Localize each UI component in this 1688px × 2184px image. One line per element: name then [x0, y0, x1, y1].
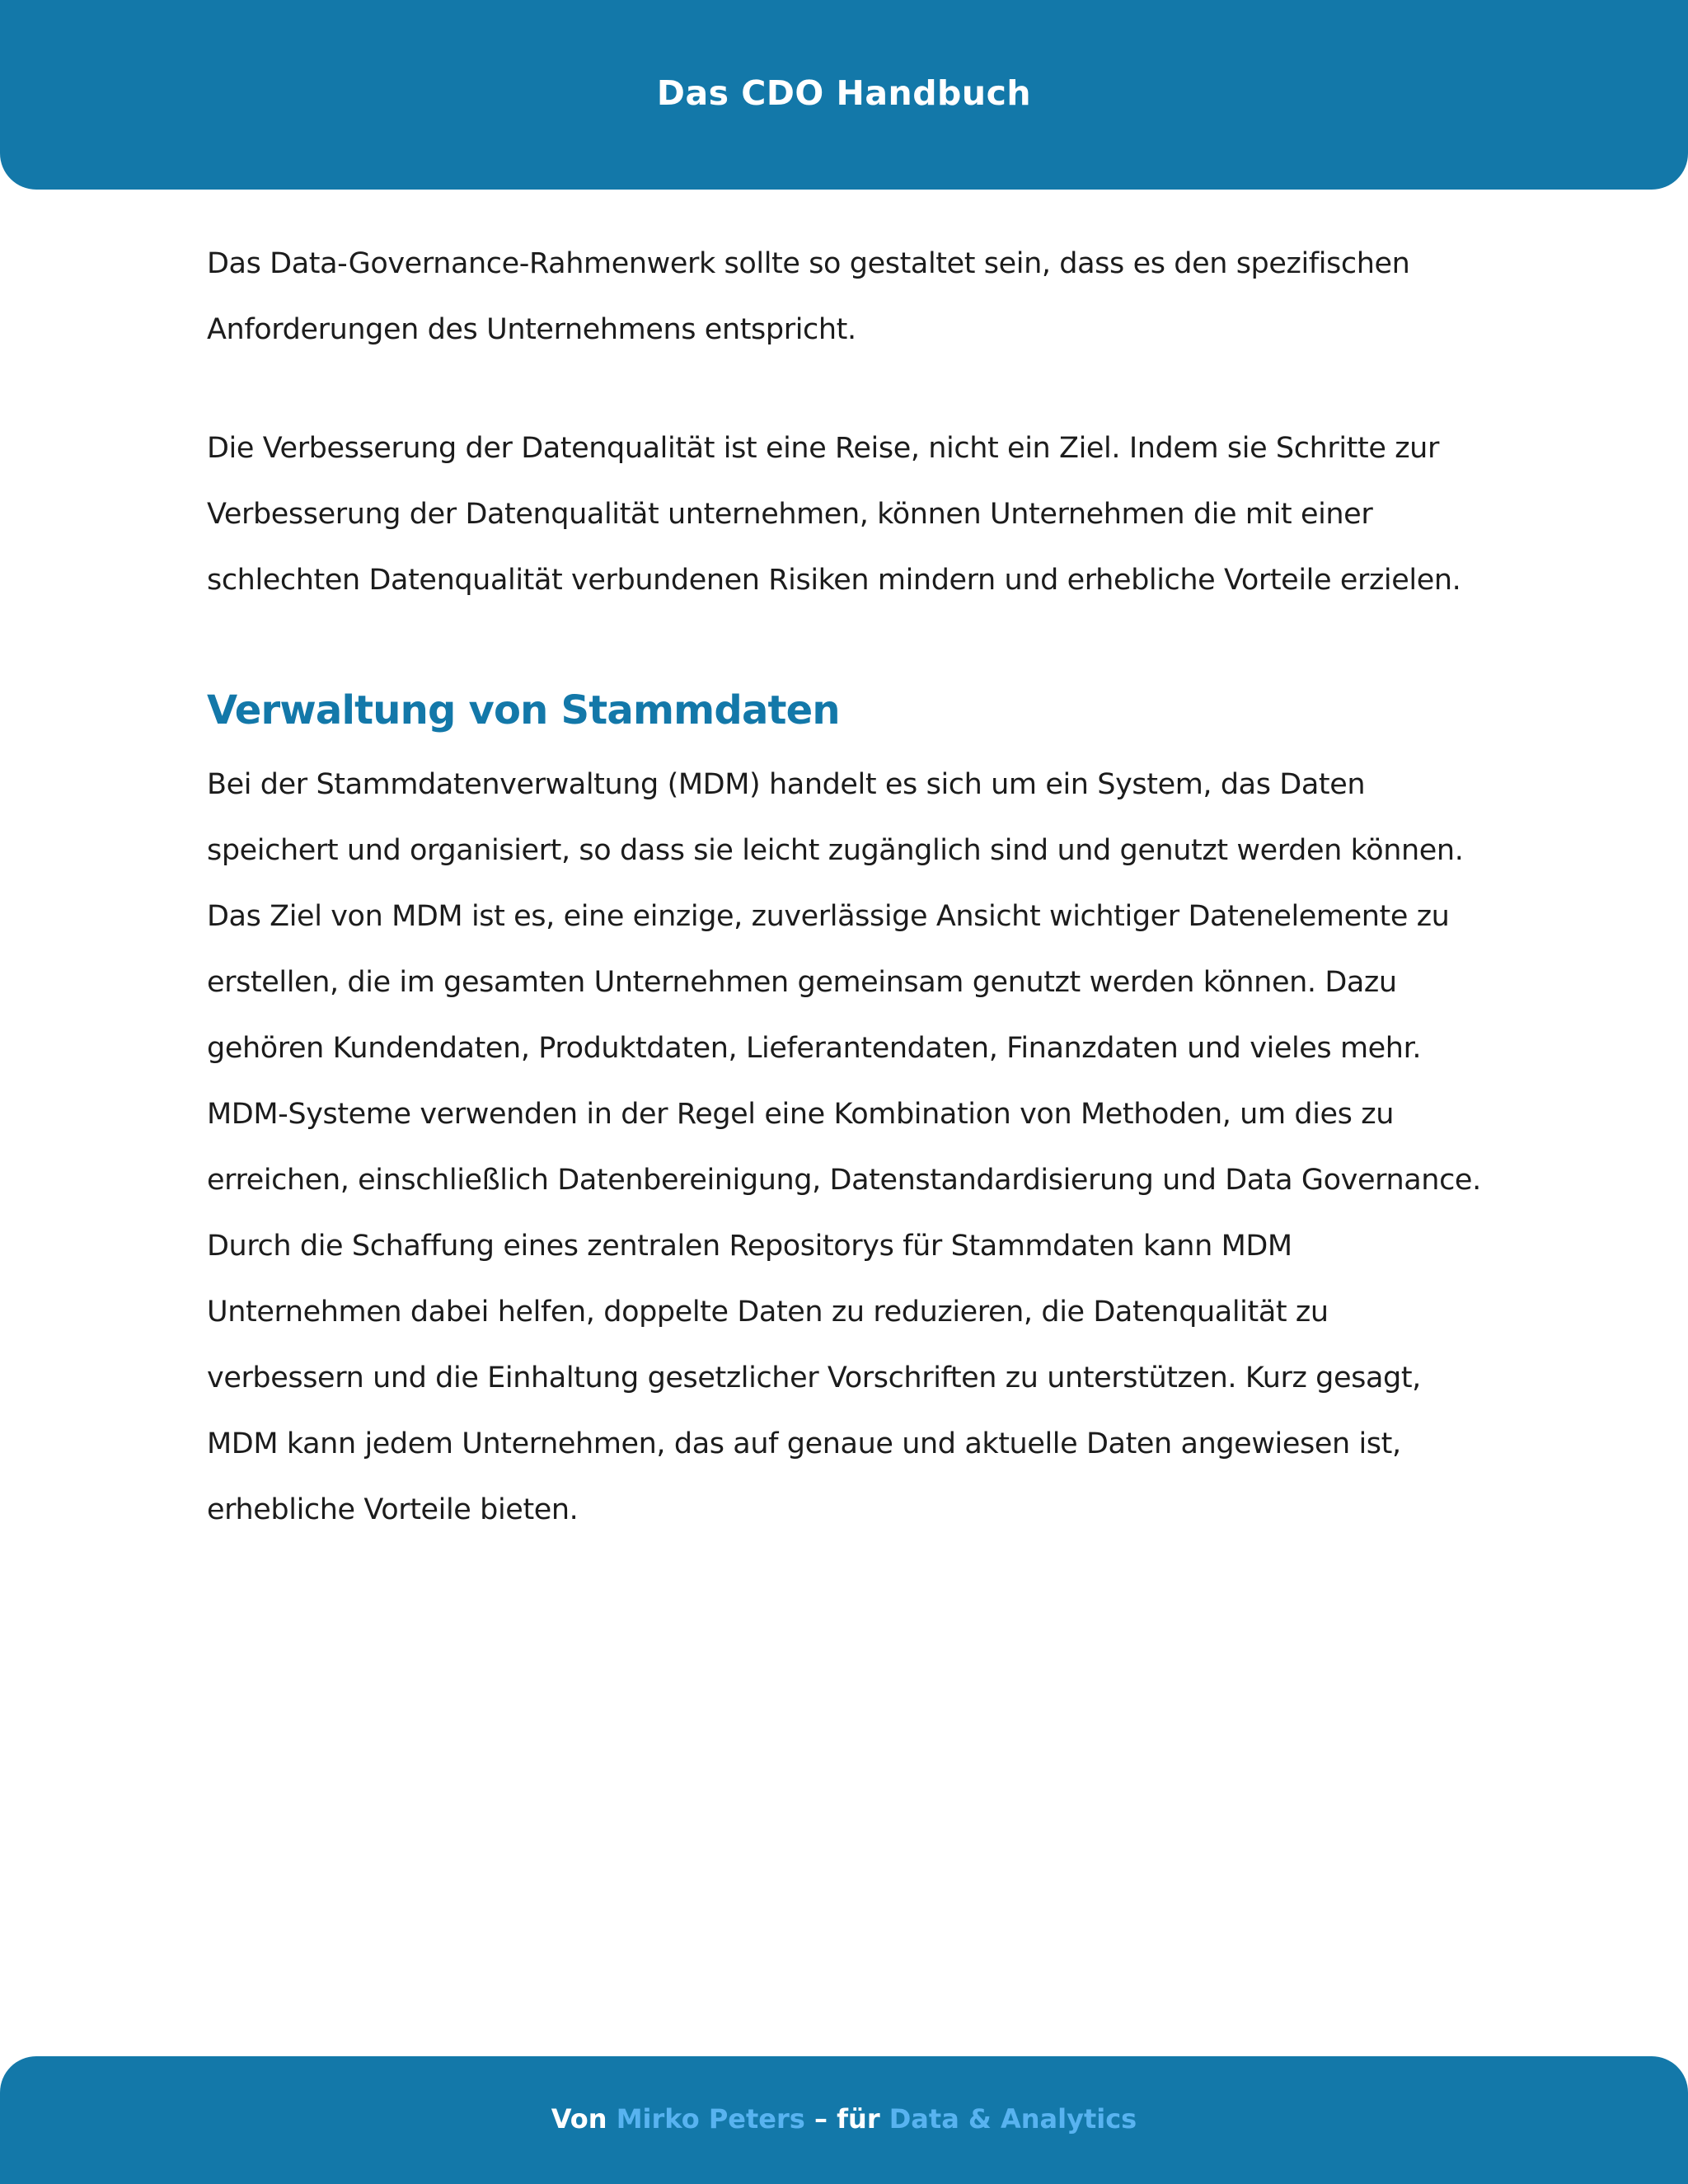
footer-author: Mirko Peters [616, 2102, 805, 2135]
header-title: Das CDO Handbuch [656, 73, 1032, 113]
page-header [0, 0, 1688, 190]
section-heading: Verwaltung von Stammdaten [207, 687, 840, 733]
body-paragraph: Das Data-Governance-Rahmenwerk sollte so gestaltet sein, dass es den spezifischen Anforderungen des Unternehmens entspricht. [207, 247, 1410, 346]
page-content [207, 231, 1493, 1543]
footer-organization: Data & Analytics [889, 2102, 1137, 2135]
body-paragraph: Die Verbesserung der Datenqualität ist eine Reise, nicht ein Ziel. Indem sie Schritte zur Verbesserung der Datenqualität unternehmen, können Unternehmen die mit einer schlechten Datenqualität verbundenen Risiken mindern und erhebliche Vorteile erzielen. [207, 432, 1461, 597]
footer-credit [551, 2103, 1137, 2135]
footer-middle: – für [804, 2102, 889, 2135]
footer-prefix: Von [551, 2102, 617, 2135]
page-footer [0, 2056, 1688, 2184]
body-paragraph: Bei der Stammdatenverwaltung (MDM) handelt es sich um ein System, das Daten speichert und organisiert, so dass sie leicht zugänglich sind und genutzt werden können. Das Ziel von MDM ist es, eine einzige, zuverlässige Ansicht wichtiger Datenelemente zu erstellen, die im gesamten Unternehmen gemeinsam genutzt werden können. Dazu gehören Kundendaten, Produktdaten, Lieferantendaten, Finanzdaten und vieles mehr. MDM-Systeme verwenden in der Regel eine Kombination von Methoden, um dies zu erreichen, einschließlich Datenbereinigung, Datenstandardisierung und Data Governance. Durch die Schaffung eines zentralen Repositorys für Stammdaten kann MDM Unternehmen dabei helfen, doppelte Daten zu reduzieren, die Datenqualität zu verbessern und die Einhaltung gesetzlicher Vorschriften zu unterstützen. Kurz gesagt, MDM kann jedem Unternehmen, das auf genaue und aktuelle Daten angewiesen ist, erhebliche Vorteile bieten. [207, 768, 1481, 1526]
